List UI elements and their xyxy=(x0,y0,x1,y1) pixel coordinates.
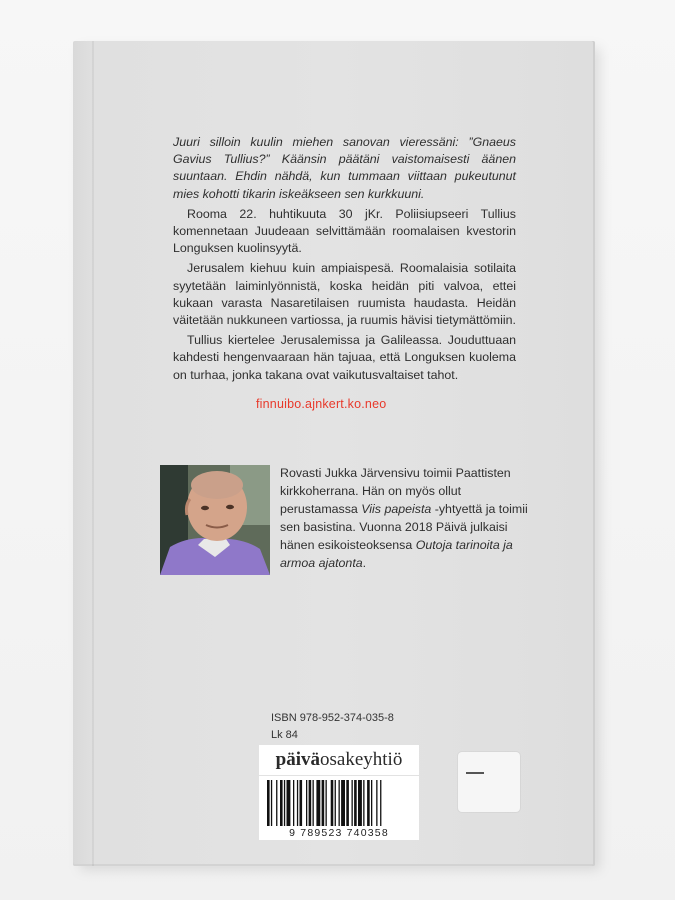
price-sticker xyxy=(458,752,520,812)
barcode-bar xyxy=(335,780,336,826)
barcode-bar xyxy=(293,780,294,826)
isbn-number: ISBN 978-952-374-035-8 xyxy=(271,712,394,724)
blurb-paragraph-1: Rooma 22. huhtikuuta 30 jKr. Poliisiupseeri Tullius komennetaan Juudeaan selvittämään roomalaisen kvestorin Longuksen kuolinsyytä. xyxy=(173,206,516,256)
barcode-bar xyxy=(352,780,353,826)
bio-band-name: Viis papeista xyxy=(361,502,432,516)
author-photo xyxy=(160,465,270,575)
barcode-bar xyxy=(313,780,314,826)
barcode-bar xyxy=(376,780,377,826)
blurb-paragraph-2: Jerusalem kiehuu kuin ampiaispesä. Roomalaisia sotilaita syytetään laiminlyönnistä, koska heidän piti valvoa, ettei kukaan varasta Nasaretilaisen ruumista haudasta. Heidän väitetään nukkuneen vartiossa, ja ruumis hävisi tietymättömiin. xyxy=(173,261,516,328)
barcode-bar xyxy=(297,780,298,826)
barcode-bar xyxy=(358,780,362,826)
barcode-bar xyxy=(322,780,325,826)
publisher-logo xyxy=(259,745,419,775)
barcode-bar xyxy=(267,780,270,826)
blurb-lead-quote: Juuri silloin kuulin miehen sanovan vieressäni: ”Gnaeus Gavius Tullius?” Käänsin päätäni vaistomaisesti äänen suuntaan. Ehdin nähdä, kun tummaan viittaan pukeutunut mies kohotti tikarin iskeäkseen sen kurkkuuni. xyxy=(173,135,516,201)
bio-book-title: Outoja tarinoita ja armoa ajatonta xyxy=(280,538,513,570)
barcode-bar xyxy=(309,780,312,826)
blurb-paragraph-3: Tullius kiertelee Jerusalemissa ja Galileassa. Jouduttuaan kahdesti hengenvaaraan hän tajuaa, että Longuksen kuolema on turhaa, jonka takana ovat vaikutusvaltaiset tahot. xyxy=(173,333,516,382)
cover-hinge xyxy=(92,41,94,866)
barcode-bar xyxy=(326,780,327,826)
barcode-bar xyxy=(300,780,303,826)
barcode-bar xyxy=(306,780,307,826)
barcode-bar xyxy=(354,780,357,826)
barcode xyxy=(259,776,419,828)
bio-text-2: -yhtyettä ja toimii sen basistina. Vuonna 2018 Päivä julkaisi hänen esikoisteoksensa xyxy=(280,502,528,552)
barcode-bar xyxy=(380,780,381,826)
blurb-text xyxy=(173,134,516,387)
barcode-bar xyxy=(341,780,345,826)
barcode-bar xyxy=(316,780,320,826)
barcode-bar xyxy=(280,780,283,826)
barcode-bar xyxy=(287,780,291,826)
barcode-bar xyxy=(371,780,372,826)
sticker-mark xyxy=(466,772,484,774)
barcode-bar xyxy=(346,780,349,826)
publisher-logo-rest: osakeyhtiö xyxy=(320,749,403,770)
barcode-digits: 9 789523 740358 xyxy=(259,826,419,840)
barcode-bar xyxy=(331,780,334,826)
barcode-bar xyxy=(276,780,277,826)
barcode-bar xyxy=(284,780,285,826)
publisher-logo-bold: päivä xyxy=(275,749,321,770)
library-class: Lk 84 xyxy=(271,729,298,741)
barcode-bar xyxy=(339,780,340,826)
bio-text-3: . xyxy=(362,556,367,570)
barcode-bar xyxy=(271,780,272,826)
barcode-bar xyxy=(363,780,364,826)
barcode-bar xyxy=(367,780,370,826)
bio-text-1: Rovasti Jukka Järvensivu toimii Paattisten kirkkoherrana. Hän on myös ollut perustamassa xyxy=(280,466,511,516)
author-bio xyxy=(280,464,540,572)
isbn-block xyxy=(271,710,394,744)
watermark-text: finnuibo.ajnkert.ko.neo xyxy=(256,397,387,411)
